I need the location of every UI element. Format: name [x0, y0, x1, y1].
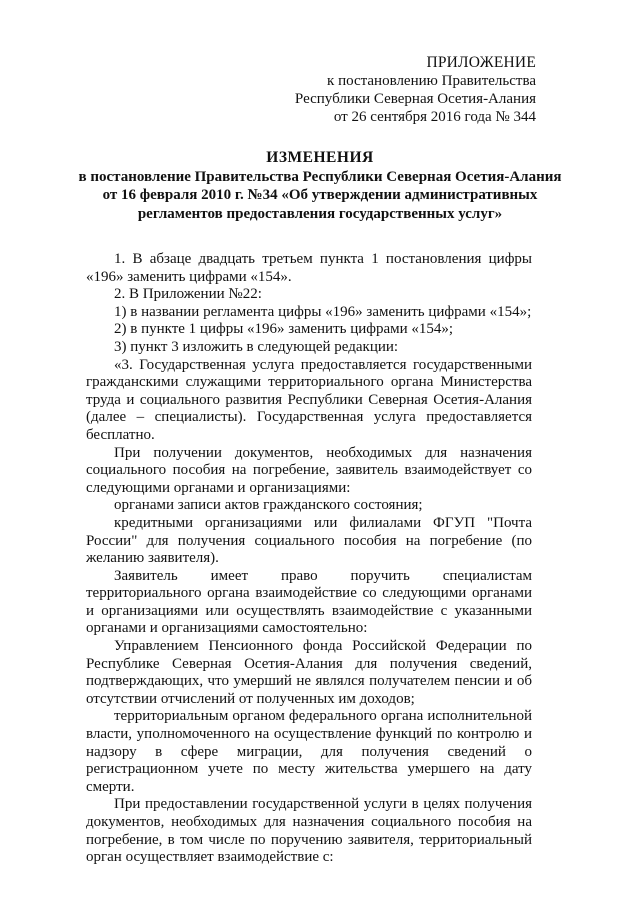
- appendix-line: к постановлению Правительства: [327, 73, 536, 89]
- document-title: ИЗМЕНЕНИЯ: [266, 149, 374, 166]
- body-paragraph: кредитными организациями или филиалами ФГУП "Почта России" для получения социального пособия на погребение (по желанию заявителя).: [86, 514, 532, 567]
- appendix-title: ПРИЛОЖЕНИЕ: [426, 54, 536, 71]
- document-subtitle-line: в постановление Правительства Республики Северная Осетия-Алания: [78, 168, 562, 185]
- appendix-block: [295, 54, 536, 126]
- appendix-date-line: от 26 сентября 2016 года № 344: [333, 109, 536, 125]
- body-paragraph: территориальным органом федерального органа исполнительной власти, уполномоченного на осуществление функций по контролю и надзору в сфере миграции, для получения сведений о регистрационном учете по месту жительства умершего на дату смерти.: [86, 708, 532, 795]
- body-paragraph: 2) в пункте 1 цифры «196» заменить цифрами «154»;: [114, 321, 454, 338]
- body-paragraph: При предоставлении государственной услуги в целях получения документов, необходимых для назначения социального пособия на погребение, в том числе по поручению заявителя, территориальный орган осуществляет взаимодействие с:: [86, 796, 532, 866]
- body-paragraph: При получении документов, необходимых для назначения социального пособия на погребение, заявитель взаимодействует со следующими органами и организациями:: [86, 444, 532, 496]
- document-subtitle-line: от 16 февраля 2010 г. №34 «Об утверждении административных: [102, 187, 538, 203]
- document-subtitle-line: регламентов предоставления государственных услуг»: [137, 205, 503, 222]
- document-heading: [40, 149, 600, 223]
- appendix-line: Республики Северная Осетия-Алания: [294, 91, 536, 107]
- body-paragraph: органами записи актов гражданского состояния;: [114, 497, 423, 514]
- body-paragraph: 1. В абзаце двадцать третьем пункта 1 постановления цифры «196» заменить цифрами «154».: [86, 251, 532, 285]
- body-paragraph: Управлением Пенсионного фонда Российской Федерации по Республике Северная Осетия-Алания для получения сведений, подтверждающих, что умерший не являлся получателем пенсии и об отсутствии отчислений от полученных им доходов;: [86, 638, 532, 707]
- body-paragraph: 1) в названии регламента цифры «196» заменить цифрами «154»;: [114, 303, 532, 320]
- body-paragraph: 2. В Приложении №22:: [114, 286, 262, 303]
- body-paragraph: 3) пункт 3 изложить в следующей редакции:: [114, 338, 399, 355]
- body-paragraph: Заявитель имеет право поручить специалистам территориального органа взаимодействие со следующими органами и организациями или осуществлять взаимодействие с указанными органами и организациями самостоятельно:: [86, 567, 532, 637]
- body-paragraph: «3. Государственная услуга предоставляется государственными гражданскими служащими территориального органа Министерства труда и социального развития Республики Северная Осетия-Алания (далее – специалисты). Государственная услуга предоставляется бесплатно.: [86, 356, 532, 443]
- document-body: [86, 251, 532, 867]
